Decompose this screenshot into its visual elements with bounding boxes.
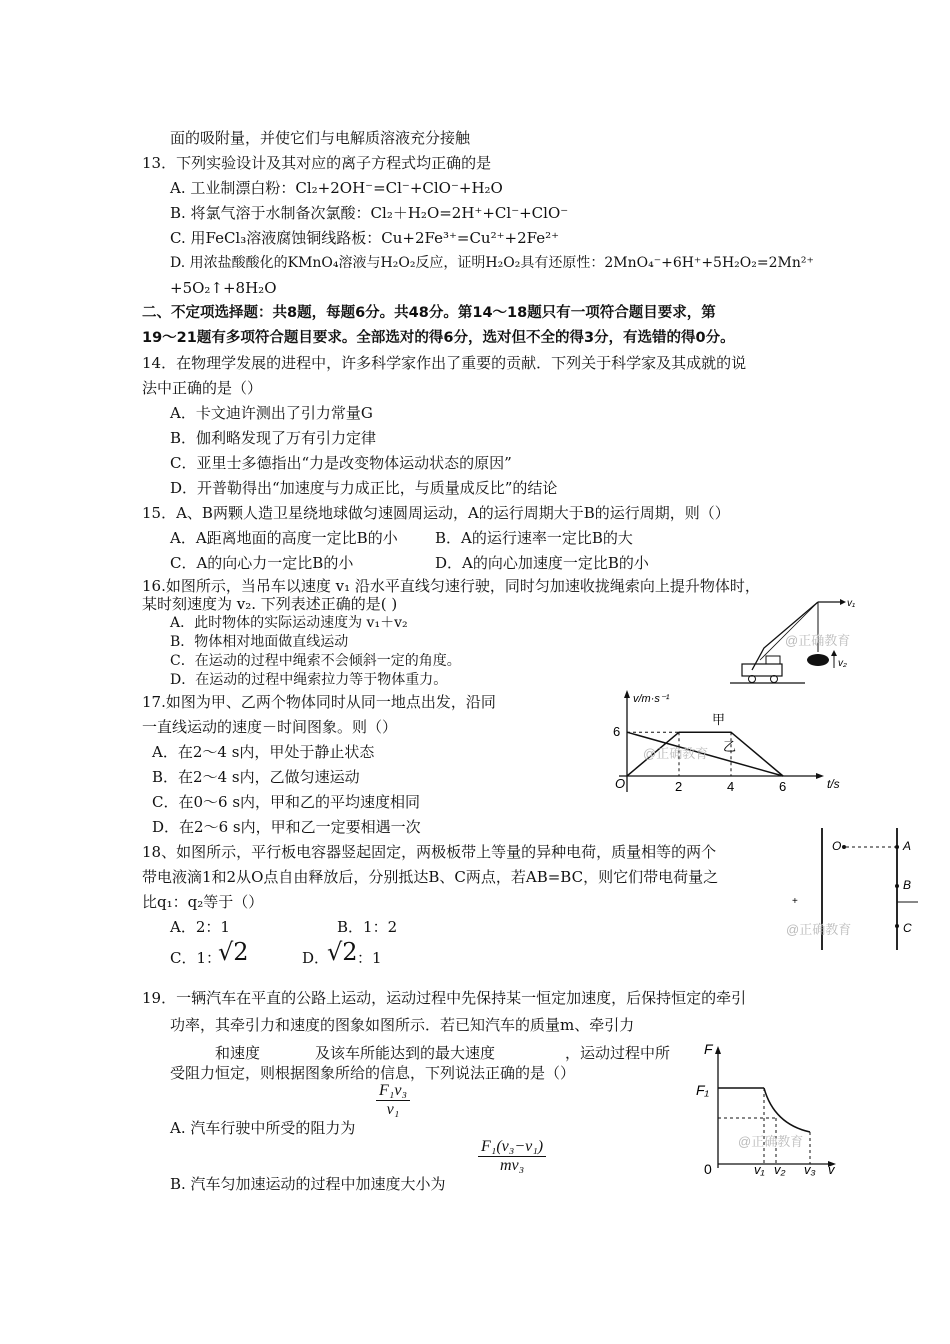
- fv-chart: [690, 1038, 850, 1178]
- crane-body: [742, 664, 782, 676]
- q19-stem-line3-c: ，运动过程中所: [565, 1044, 671, 1062]
- q15-option-c: C．A的向心力一定比B的小: [170, 554, 354, 572]
- y-axis-arrowhead: [624, 690, 630, 698]
- plus-mark: +: [792, 896, 798, 907]
- q16-option-b: B．物体相对地面做直线运动: [170, 634, 349, 650]
- q16-option-d: D．在运动的过程中绳索拉力等于物体重力。: [170, 672, 448, 688]
- capacitor-figure: [780, 822, 930, 952]
- q15-stem: 15．A、B两颗人造卫星绕地球做匀速圆周运动，A的运行周期大于B的运行周期，则（）: [142, 504, 730, 522]
- q14-option-d: D．开普勒得出“加速度与力成正比，与质量成反比”的结论: [170, 479, 558, 497]
- point-b: [895, 884, 899, 888]
- q18-option-d-suffix: ：1: [357, 949, 382, 967]
- q19-stem-line3-b: 及该车所能达到的最大速度: [315, 1044, 496, 1062]
- point-o: [842, 845, 846, 849]
- v2-label: v₂: [838, 658, 847, 669]
- q13-option-b: B. 将氯气溶于水制备次氯酸：Cl₂＋H₂O=2H⁺+Cl⁻+ClO⁻: [170, 204, 569, 222]
- q14-stem-line2: 法中正确的是（）: [142, 379, 263, 397]
- q18-option-a: A．2：1: [170, 918, 230, 936]
- q19-stem-line1: 19．一辆汽车在平直的公路上运动，运动过程中先保持某一恒定加速度，后保持恒定的牵引: [142, 989, 747, 1007]
- q19-a-denominator: v₁: [386, 1101, 400, 1118]
- x-tick-6: 6: [779, 779, 787, 794]
- watermark: @正确教育: [786, 922, 852, 937]
- point-c: [895, 924, 899, 928]
- q17-option-b: B．在2～4 s内，乙做匀速运动: [152, 768, 360, 786]
- q13-stem: 13．下列实验设计及其对应的离子方程式均正确的是: [142, 154, 492, 172]
- v2-arrowhead: [831, 650, 837, 656]
- q17-stem-line2: 一直线运动的速度－时间图象。则（）: [142, 718, 398, 736]
- point-a-label: A: [903, 839, 912, 853]
- q18-option-b: B．1：2: [337, 918, 398, 936]
- q17-stem-line1: 17.如图为甲、乙两个物体同时从同一地点出发，沿同: [142, 693, 496, 711]
- q18-option-c-prefix: C．1：: [170, 949, 222, 967]
- constant-power-curve: [764, 1088, 810, 1132]
- origin-label: 0: [704, 1161, 712, 1177]
- v1-arrowhead: [840, 599, 846, 605]
- q16-stem-line2: 某时刻速度为 v₂. 下列表述正确的是( ): [142, 595, 398, 613]
- q19-b-numerator: F₁(v₃−v₁): [478, 1138, 546, 1157]
- q19-option-a: A. 汽车行驶中所受的阻力为: [170, 1119, 356, 1137]
- x-tick-4: 4: [727, 779, 735, 794]
- q18-option-d-sqrt2: √2: [327, 938, 358, 966]
- point-o-label: O: [832, 839, 842, 853]
- q14-option-a: A．卡文迪许测出了引力常量G: [170, 404, 373, 422]
- q18-option-d-prefix: D．: [302, 949, 330, 967]
- crane-boom-truss: [760, 602, 818, 660]
- q19-stem-line2: 功率，其牵引力和速度的图象如图所示．若已知汽车的质量m、牵引力: [170, 1016, 635, 1034]
- q13-option-a: A. 工业制漂白粉：Cl₂+2OH⁻=Cl⁻+ClO⁻+H₂O: [170, 179, 503, 197]
- q18-stem-line3: 比q₁：q₂等于（）: [142, 893, 264, 911]
- section2-line1: 二、不定项选择题：共8题，每题6分。共48分。第14～18题只有一项符合题目要求，第: [142, 305, 716, 321]
- crane-figure: [730, 590, 860, 690]
- f-axis-arrowhead: [715, 1046, 721, 1054]
- q14-option-b: B．伽利略发现了万有引力定律: [170, 429, 377, 447]
- y-axis-label: v/m·s⁻¹: [633, 693, 670, 705]
- series-yi-label: 乙: [723, 739, 737, 754]
- point-b-label: B: [903, 878, 912, 892]
- series-jia-label: 甲: [712, 712, 726, 727]
- point-a: [895, 845, 899, 849]
- watermark: @正确教育: [738, 1134, 804, 1149]
- q15-option-b: B．A的运行速率一定比B的大: [435, 529, 633, 547]
- q19-stem-line3-a: 和速度: [215, 1044, 261, 1062]
- q16-option-c: C．在运动的过程中绳索不会倾斜一定的角度。: [170, 653, 461, 669]
- hanging-object: [807, 654, 829, 666]
- q14-stem-line1: 14．在物理学发展的进程中，许多科学家作出了重要的贡献．下列关于科学家及其成就的说: [142, 354, 747, 372]
- q16-option-a: A．此时物体的实际运动速度为 v₁＋v₂: [170, 615, 408, 631]
- q19-option-b: B. 汽车匀加速运动的过程中加速度大小为: [170, 1175, 446, 1193]
- x-tick-2: 2: [675, 779, 683, 794]
- q13-option-c: C. 用FeCl₃溶液腐蚀铜线路板：Cu+2Fe³⁺=Cu²⁺+2Fe²⁺: [170, 229, 560, 247]
- q17-option-c: C．在0～6 s内，甲和乙的平均速度相同: [152, 793, 421, 811]
- q15-option-a: A．A距离地面的高度一定比B的小: [170, 529, 398, 547]
- q15-option-d: D．A的向心加速度一定比B的小: [435, 554, 649, 572]
- vt-chart: [605, 688, 855, 800]
- q18-stem-line2: 带电液滴1和2从O点自由释放后，分别抵达B、C两点，若AB=BC，则它们带电荷量之: [142, 868, 719, 886]
- watermark: @正确教育: [643, 746, 709, 761]
- v3-tick-label: v₃: [804, 1162, 816, 1177]
- q18-stem-line1: 18、如图所示，平行板电容器竖起固定，两极板带上等量的异种电荷，质量相等的两个: [142, 843, 717, 861]
- q19-b-fraction: [478, 1138, 546, 1175]
- q18-option-c-sqrt2: √2: [218, 938, 249, 966]
- q17-option-a: A．在2～4 s内，甲处于静止状态: [152, 743, 375, 761]
- q16-stem-line1: 16.如图所示，当吊车以速度 v₁ 沿水平直线匀速行驶，同时匀加速收拢绳索向上提升物体时，: [142, 577, 760, 595]
- q17-option-d: D．在2～6 s内，甲和乙一定要相遇一次: [152, 818, 421, 836]
- q19-a-fraction: [376, 1082, 410, 1119]
- q14-option-c: C．亚里士多德指出“力是改变物体运动状态的原因”: [170, 454, 512, 472]
- x-axis-arrowhead: [816, 773, 824, 779]
- q19-b-denominator: mv₃: [499, 1157, 525, 1174]
- v-axis-label: v: [828, 1162, 835, 1177]
- section2-line2: 19～21题有多项符合题目要求。全部选对的得6分，选对但不全的得3分，有选错的得0分。: [142, 330, 735, 346]
- x-axis-label: t/s: [827, 777, 840, 791]
- y-tick-6: 6: [613, 724, 621, 739]
- q19-a-numerator: F₁v₃: [376, 1082, 410, 1101]
- origin-label: O: [615, 776, 626, 791]
- point-c-label: C: [903, 921, 912, 935]
- v2-tick-label: v₂: [774, 1162, 786, 1177]
- q19-stem-line4: 受阻力恒定，则根据图象所给的信息，下列说法正确的是（）: [170, 1064, 576, 1082]
- v1-tick-label: v₁: [754, 1162, 765, 1177]
- f-axis-label: F: [704, 1041, 713, 1057]
- q13-option-d-line1: D. 用浓盐酸酸化的KMnO₄溶液与H₂O₂反应，证明H₂O₂具有还原性：2MnO₄⁻+6H⁺+5H₂O₂=2Mn²⁺: [170, 255, 814, 271]
- q13-option-d-line2: +5O₂↑+8H₂O: [170, 279, 277, 297]
- top-line: 面的吸附量，并使它们与电解质溶液充分接触: [170, 129, 471, 147]
- v1-label: v₁: [847, 598, 856, 609]
- watermark: @正确教育: [785, 633, 851, 648]
- crane-cab: [766, 656, 780, 664]
- f1-label: F₁: [696, 1082, 709, 1098]
